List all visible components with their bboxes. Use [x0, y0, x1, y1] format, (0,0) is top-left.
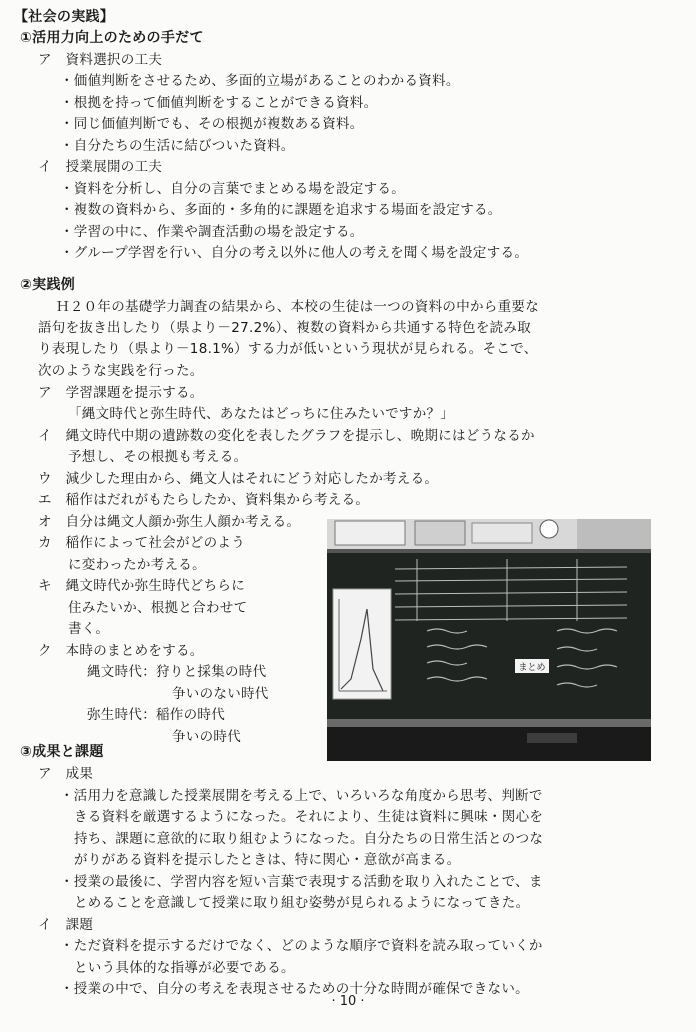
section1-title: ①活用力向上のための手だて: [20, 30, 204, 46]
step-ki: キ 縄文時代か弥生時代どちらに: [38, 578, 245, 594]
section2-intro-line: 次のような実践を行った。: [38, 363, 204, 379]
section3-i-heading: イ 課題: [38, 917, 94, 933]
summary-jomon-cont: 争いのない時代: [172, 686, 269, 702]
step-u: ウ 減少した理由から、縄文人はそれにどう対応したか考える。: [38, 471, 439, 487]
section3-a-line: がりがある資料を提示したときは、特に関心・意欲が高まる。: [74, 852, 461, 868]
blackboard-photo: [327, 519, 651, 761]
section3-a-line: 持ち、課題に意欲的に取り組むようになった。自分たちの日常生活とのつな: [74, 831, 544, 847]
step-ki-cont: 書く。: [68, 621, 110, 637]
section2-intro-line: 語句を抜き出したり（県より－27.2%）、複数の資料から共通する特色を読み取: [38, 320, 532, 336]
section2-intro-line: Ｈ２０年の基礎学力調査の結果から、本校の生徒は一つの資料の中から重要な: [56, 299, 539, 315]
section1-i-item: ・グループ学習を行い、自分の考え以外に他人の考えを聞く場を設定する。: [60, 245, 529, 261]
page-number: · 10 ·: [331, 994, 365, 1009]
section1-a-item: ・同じ価値判断でも、その根拠が複数ある資料。: [60, 116, 364, 132]
step-a-question: 「縄文時代と弥生時代、あなたはどっちに住みたいですか？」: [68, 406, 455, 422]
section1-i-item: ・学習の中に、作業や調査活動の場を設定する。: [60, 224, 364, 240]
section3-title: ③成果と課題: [20, 744, 104, 760]
section2-intro-line: り表現したり（県より－18.1%）する力が低いという現状が見られる。そこで、: [38, 341, 538, 357]
section1-a-heading: ア 資料選択の工夫: [38, 52, 163, 68]
step-i-cont: 予想し、その根拠も考える。: [68, 449, 248, 465]
section3-a-line: ・活用力を意識した授業展開を考える上で、いろいろな角度から思考、判断で: [60, 788, 543, 804]
page-header: 【社会の実践】: [14, 9, 115, 25]
section1-a-item: ・価値判断をさせるため、多面的立場があることのわかる資料。: [60, 73, 460, 89]
section1-a-item: ・根拠を持って価値判断をすることができる資料。: [60, 95, 378, 111]
step-ku: ク 本時のまとめをする。: [38, 643, 204, 659]
step-ka-cont: に変わったか考える。: [68, 557, 206, 573]
summary-yayoi: 弥生時代：稲作の時代: [87, 707, 225, 723]
summary-yayoi-cont: 争いの時代: [172, 729, 241, 745]
section3-i-line: ・授業の中で、自分の考えを表現させるための十分な時間が確保できない。: [60, 981, 529, 997]
step-ki-cont: 住みたいか、根拠と合わせて: [68, 600, 248, 616]
blackboard-photo-graphic: [327, 519, 651, 761]
section1-i-item: ・複数の資料から、多面的・多角的に課題を追求する場面を設定する。: [60, 202, 502, 218]
section1-i-heading: イ 授業展開の工夫: [38, 159, 163, 175]
section3-a-line: ・授業の最後に、学習内容を短い言葉で表現する活動を取り入れたことで、ま: [60, 874, 543, 890]
section3-a-line: きる資料を厳選するようになった。それにより、生徒は資料に興味・関心を: [74, 809, 544, 825]
step-o: オ 自分は縄文人顔か弥生人顔か考える。: [38, 514, 301, 530]
step-a: ア 学習課題を提示する。: [38, 385, 204, 401]
section3-i-line: という具体的な指導が必要である。: [74, 960, 295, 976]
section3-a-heading: ア 成果: [38, 766, 94, 782]
section2-title: ②実践例: [20, 277, 76, 293]
step-i: イ 縄文時代中期の遺跡数の変化を表したグラフを提示し、晩期にはどうなるか: [38, 428, 535, 444]
section3-a-line: とめることを意識して授業に取り組む姿勢が見られるようになってきた。: [74, 895, 530, 911]
section1-i-item: ・資料を分析し、自分の言葉でまとめる場を設定する。: [60, 181, 405, 197]
matome-label: まとめ: [518, 663, 546, 673]
section3-i-line: ・ただ資料を提示するだけでなく、どのような順序で資料を読み取っていくか: [60, 938, 543, 954]
section1-a-item: ・自分たちの生活に結びついた資料。: [60, 138, 295, 154]
summary-jomon: 縄文時代：狩りと採集の時代: [87, 664, 267, 680]
step-e: エ 稲作はだれがもたらしたか、資料集から考える。: [38, 492, 370, 508]
step-ka: カ 稲作によって社会がどのよう: [38, 535, 245, 551]
